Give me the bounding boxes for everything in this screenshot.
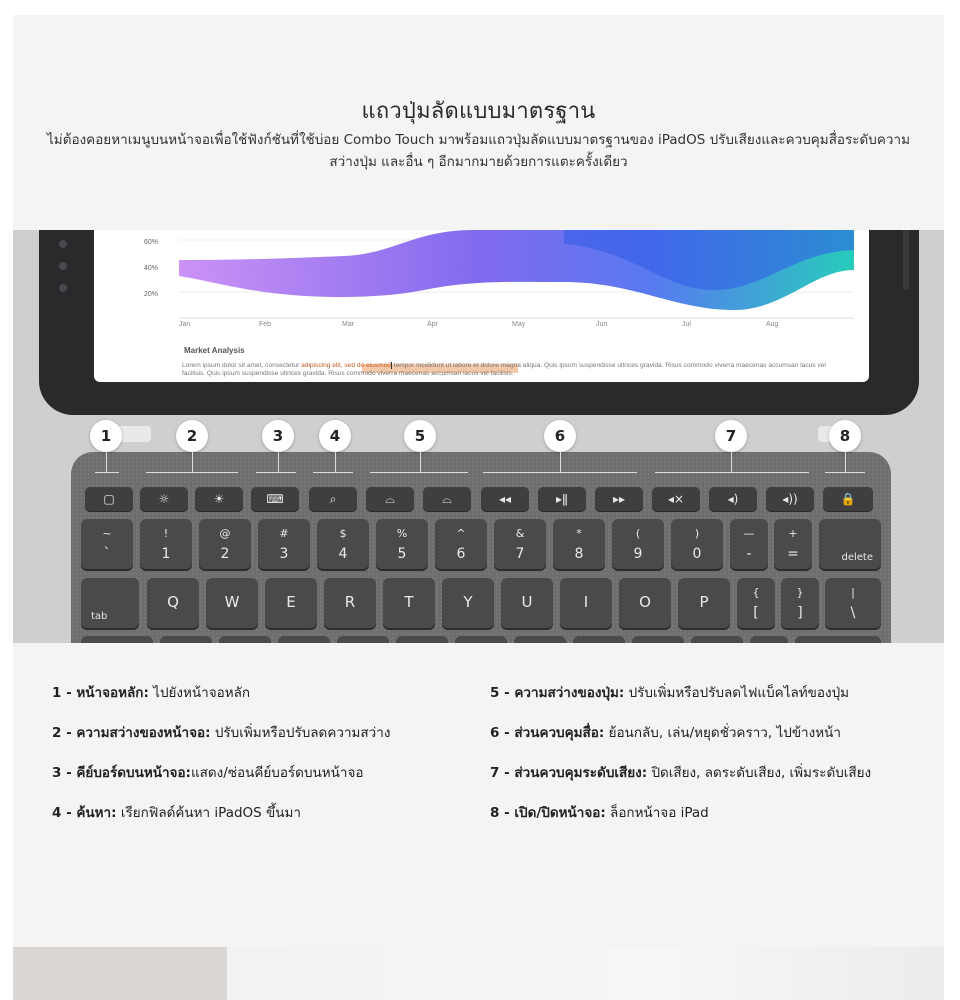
key-equals[interactable] (774, 519, 812, 569)
key-f[interactable] (337, 636, 389, 643)
feature-label: 5 - ความสว่างของปุ่ม: (490, 685, 625, 701)
callout-7: 7 (715, 420, 747, 452)
key-char: ` (103, 546, 111, 562)
key-char: 1 (161, 546, 171, 562)
x-tick-label: Aug (766, 321, 779, 328)
key-shift-char: — (743, 527, 755, 540)
key-0[interactable] (671, 519, 723, 569)
feature-description: ปิดเสียง, ลดระดับเสียง, เพิ่มระดับเสียง (647, 765, 872, 781)
key-char: \ (850, 605, 856, 621)
ipad-device (39, 230, 919, 415)
key-j[interactable] (514, 636, 566, 643)
feature-list-left (52, 683, 472, 843)
side-button (903, 230, 909, 290)
key-q[interactable] (147, 578, 199, 628)
key-char: 6 (456, 546, 466, 562)
feature-description: ย้อนกลับ, เล่น/หยุดชั่วคราว, ไปข้างหน้า (604, 725, 841, 741)
return-key[interactable] (795, 636, 881, 643)
tab-key[interactable] (81, 578, 139, 628)
key-r[interactable] (324, 578, 376, 628)
x-tick-label: Apr (427, 321, 438, 328)
key-shift-char: ~ (102, 527, 112, 540)
backlight-up-icon: ⌓ (442, 491, 452, 506)
mute-key[interactable] (652, 487, 700, 511)
key-shift-char: ! (163, 527, 169, 540)
feature-label: 3 - คีย์บอร์ดบนหน้าจอ: (52, 765, 191, 781)
key-char: 7 (515, 546, 525, 562)
feature-item (52, 723, 472, 744)
volume-up-icon: ◂)) (782, 492, 798, 506)
key-char: P (699, 593, 709, 611)
market-analysis-body (182, 362, 842, 382)
callout-line (335, 452, 336, 472)
key-shift-char: # (279, 527, 289, 540)
feature-label: 8 - เปิด/ปิดหน้าจอ: (490, 805, 606, 821)
key-shift-char: { (752, 586, 760, 599)
mute-icon: ◂× (667, 492, 685, 506)
next-section-image (13, 947, 944, 1000)
brightness-up-icon: ☀ (213, 492, 225, 506)
key-i[interactable] (560, 578, 612, 628)
key-shift-char: & (515, 527, 525, 540)
key-char: T (404, 593, 414, 611)
key-char: E (286, 593, 296, 611)
section-header (13, 15, 944, 230)
home-key[interactable] (85, 487, 133, 511)
key-char: 5 (397, 546, 407, 562)
callout-line (192, 452, 193, 472)
keyboard-icon: ⌨ (266, 492, 284, 506)
play-pause-icon: ▸ǁ (556, 492, 568, 506)
feature-label: 4 - ค้นหา: (52, 805, 117, 821)
key-open-bracket[interactable] (737, 578, 775, 628)
feature-item (52, 763, 472, 784)
feature-list-right (490, 683, 910, 843)
backlight-down-icon: ⌓ (385, 491, 395, 506)
home-square-icon: ▢ (103, 492, 115, 506)
key-2[interactable] (199, 519, 251, 569)
feature-label: 7 - ส่วนควบคุมระดับเสียง: (490, 765, 648, 781)
key-char: 8 (574, 546, 584, 562)
feature-description: ไปยังหน้าจอหลัก (148, 685, 251, 701)
feature-label: 2 - ความสว่างของหน้าจอ: (52, 725, 211, 741)
brightness-down-icon: ☼ (158, 492, 170, 506)
key-shift-char: ^ (456, 527, 466, 540)
key-9[interactable] (612, 519, 664, 569)
key-shift-char: * (576, 527, 582, 540)
callout-3: 3 (262, 420, 294, 452)
camera-sensors (59, 240, 69, 306)
caps-key[interactable] (81, 636, 153, 643)
backlight-down-key[interactable] (366, 487, 414, 511)
feature-item (490, 763, 910, 784)
screen-chart (94, 230, 869, 382)
key-quote[interactable] (750, 636, 788, 643)
delete-key[interactable] (819, 519, 881, 569)
key-char: 2 (220, 546, 230, 562)
key-backslash[interactable] (825, 578, 881, 628)
callout-4: 4 (319, 420, 351, 452)
key-tilde[interactable] (81, 519, 133, 569)
search-key[interactable] (309, 487, 357, 511)
callout-line (106, 452, 107, 472)
key-char: Q (167, 593, 179, 611)
key-char: U (521, 593, 533, 611)
callout-bracket (483, 472, 637, 473)
key-char: = (787, 546, 799, 562)
key-minus[interactable] (730, 519, 768, 569)
key-t[interactable] (383, 578, 435, 628)
callout-bracket (825, 472, 865, 473)
backlight-up-key[interactable] (423, 487, 471, 511)
feature-description: เรียกฟิลด์ค้นหา iPadOS ขึ้นมา (116, 805, 301, 821)
feature-description: แสดง/ซ่อนคีย์บอร์ดบนหน้าจอ (190, 765, 364, 781)
market-analysis-heading: Market Analysis (184, 346, 245, 355)
x-tick-label: May (512, 321, 526, 328)
volume-down-key[interactable] (709, 487, 757, 511)
key-g[interactable] (396, 636, 448, 643)
rewind-key[interactable] (481, 487, 529, 511)
lock-key[interactable] (823, 487, 873, 511)
feature-item (52, 683, 472, 704)
key-4[interactable] (317, 519, 369, 569)
feature-description: ปรับเพิ่มหรือปรับลดไฟแบ็คไลท์ของปุ่ม (624, 685, 850, 701)
key-shift-char: @ (219, 527, 231, 540)
feature-label: 1 - หน้าจอหลัก: (52, 685, 149, 701)
callout-2: 2 (176, 420, 208, 452)
callout-8: 8 (829, 420, 861, 452)
key-shift-char: + (788, 527, 798, 540)
y-tick-label: 20% (144, 291, 159, 298)
feature-description: ปรับเพิ่มหรือปรับลดความสว่าง (210, 725, 391, 741)
y-tick-label: 60% (144, 239, 159, 246)
key-char: O (639, 593, 651, 611)
key-a[interactable] (160, 636, 212, 643)
feature-item (490, 683, 910, 704)
callout-bracket (95, 472, 119, 473)
volume-down-icon: ◂) (727, 492, 739, 506)
feature-description: ล็อกหน้าจอ iPad (605, 805, 709, 821)
key-o[interactable] (619, 578, 671, 628)
key-w[interactable] (206, 578, 258, 628)
callout-line (420, 452, 421, 472)
ipad-screen (94, 230, 869, 382)
key-char: I (583, 593, 589, 611)
key-char: [ (753, 605, 759, 621)
delete-key-label: delete (841, 552, 873, 563)
key-1[interactable] (140, 519, 192, 569)
brightness-up-key[interactable] (195, 487, 243, 511)
play-pause-key[interactable] (538, 487, 586, 511)
key-s[interactable] (219, 636, 271, 643)
tab-key-label: tab (91, 611, 108, 622)
key-d[interactable] (278, 636, 330, 643)
x-tick-label: Mar (342, 321, 355, 328)
key-char: ] (797, 605, 803, 621)
key-h[interactable] (455, 636, 507, 643)
feature-label: 6 - ส่วนควบคุมสื่อ: (490, 725, 605, 741)
y-tick-label: 40% (144, 265, 159, 272)
key-u[interactable] (501, 578, 553, 628)
search-icon: ⌕ (329, 491, 337, 506)
fast-forward-key[interactable] (595, 487, 643, 511)
key-semicolon[interactable] (691, 636, 743, 643)
callout-bracket (146, 472, 238, 473)
key-e[interactable] (265, 578, 317, 628)
key-char: 4 (338, 546, 348, 562)
key-k[interactable] (573, 636, 625, 643)
section-title: แถวปุ่มลัดแบบมาตรฐาน (361, 99, 596, 124)
key-6[interactable] (435, 519, 487, 569)
body-text-selected: adipiscing elit, sed do eiusmod (301, 362, 391, 369)
rewind-icon: ◂◂ (498, 492, 512, 506)
section-subtitle: ไม่ต้องคอยหาเมนูบนหน้าจอเพื่อใช้ฟังก์ชันที่ใช้บ่อย Combo Touch มาพร้อมแถวปุ่มลัดแบบมาตรฐานของ iPadOS ปรับเสียงและควบคุมสื่อระดับความสว่างปุ่ม และอื่น ๆ อีกมากมายด้วยการแตะครั้งเดียว (47, 132, 910, 170)
key-char: R (344, 593, 356, 611)
key-char: 0 (692, 546, 702, 562)
callout-line (731, 452, 732, 472)
key-3[interactable] (258, 519, 310, 569)
key-shift-char: } (796, 586, 804, 599)
body-text: Lorem ipsum dolor sit amet, consectetur (182, 362, 302, 369)
x-tick-label: Jun (596, 321, 608, 328)
key-y[interactable] (442, 578, 494, 628)
callout-6: 6 (544, 420, 576, 452)
volume-up-key[interactable] (766, 487, 814, 511)
brightness-down-key[interactable] (140, 487, 188, 511)
key-shift-char: % (396, 527, 408, 540)
lock-icon: 🔒 (840, 492, 856, 506)
fast-forward-icon: ▸▸ (612, 492, 626, 506)
feature-item (52, 803, 472, 824)
key-shift-char: ( (635, 527, 641, 540)
x-tick-label: Feb (259, 321, 272, 328)
key-char: W (224, 593, 240, 611)
feature-item (490, 803, 910, 824)
key-8[interactable] (553, 519, 605, 569)
product-image (13, 230, 944, 643)
x-tick-label: Jul (682, 321, 691, 328)
feature-item (490, 723, 910, 744)
key-char: 3 (279, 546, 289, 562)
key-l[interactable] (632, 636, 684, 643)
key-shift-char: | (851, 586, 855, 599)
callout-line (845, 452, 846, 472)
callout-bracket (655, 472, 809, 473)
key-7[interactable] (494, 519, 546, 569)
key-shift-char: ) (694, 527, 700, 540)
onscreen-keyboard-key[interactable] (251, 487, 299, 511)
callout-5: 5 (404, 420, 436, 452)
key-char: Y (463, 593, 473, 611)
callout-line (560, 452, 561, 472)
callout-1: 1 (90, 420, 122, 452)
key-char: 9 (633, 546, 643, 562)
key-5[interactable] (376, 519, 428, 569)
callout-bracket (370, 472, 468, 473)
callout-line (278, 452, 279, 472)
x-tick-label: Jan (179, 321, 191, 328)
body-text: tempor incididunt ut labore et dolore magna aliqua. Quis ipsum suspendisse ultrices gravida. Risus commodo viverra maecenas accumsan lacus vel facilisis. Quis ipsum suspendisse ultrices gravida. Risus commodo viverra maecenas accumsan lacus vel facilisis. (182, 362, 826, 377)
key-char: - (746, 546, 752, 562)
key-p[interactable] (678, 578, 730, 628)
callout-bracket (313, 472, 353, 473)
key-close-bracket[interactable] (781, 578, 819, 628)
callout-bracket (256, 472, 296, 473)
key-shift-char: $ (339, 527, 347, 540)
